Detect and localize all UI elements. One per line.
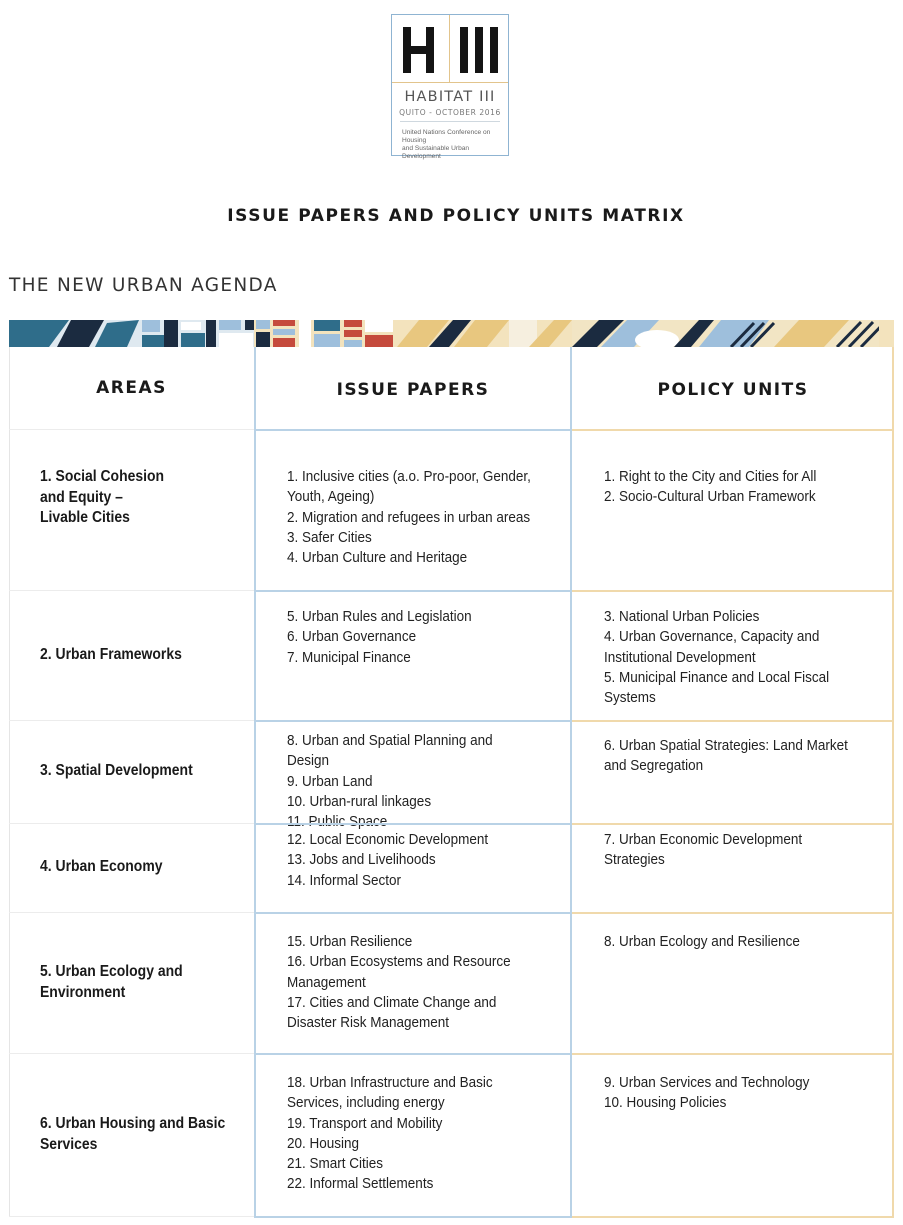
issue-paper-item: 3. Safer Cities — [287, 528, 372, 546]
policy-units-list — [604, 1073, 851, 1114]
policy-unit-item: 3. National Urban Policies — [604, 608, 760, 625]
map-pattern-graphic — [9, 320, 894, 347]
issue-paper-item: 16. Urban Ecosystems and Resource Management — [287, 953, 511, 991]
table-row — [9, 590, 894, 720]
policy-unit-item: 1. Right to the City and Cities for All — [604, 468, 817, 485]
issue-paper-item: 8. Urban and Spatial Planning and Design — [287, 732, 493, 770]
area-name: 6. Urban Housing and Basic Services — [40, 1115, 226, 1153]
issue-paper-item: 2. Migration and refugees in urban areas — [287, 508, 531, 526]
issue-paper-item: 9. Urban Land — [287, 772, 373, 790]
table-row — [9, 720, 894, 831]
logo-conference-line-1: United Nations Conference on Housing — [402, 129, 491, 144]
issue-paper-item: 10. Urban-rural linkages — [287, 792, 432, 810]
policy-unit-item: 9. Urban Services and Technology — [604, 1074, 810, 1091]
issue-paper-item: 12. Local Economic Development — [287, 831, 489, 848]
table-row — [9, 1053, 894, 1216]
issue-paper-item: 5. Urban Rules and Legislation — [287, 608, 472, 625]
issue-paper-item: 7. Municipal Finance — [287, 648, 411, 666]
header-policy-units: POLICY UNITS — [657, 380, 809, 400]
document-title: ISSUE PAPERS AND POLICY UNITS MATRIX — [227, 206, 685, 226]
issue-paper-item: 19. Transport and Mobility — [287, 1114, 443, 1132]
issue-paper-item: 6. Urban Governance — [287, 628, 417, 646]
issue-papers-policy-units-matrix — [9, 347, 894, 1216]
issue-papers-list — [287, 1073, 531, 1195]
policy-units-list — [604, 467, 851, 508]
logo-conference-text — [402, 129, 502, 161]
issue-paper-item: 1. Inclusive cities (a.o. Pro-poor, Gender, Youth, Ageing) — [287, 468, 531, 506]
issue-paper-item: 11. Public Space — [287, 813, 388, 831]
area-name: 4. Urban Economy — [40, 858, 163, 876]
policy-units-list — [604, 932, 851, 952]
policy-unit-item: 8. Urban Ecology and Resilience — [604, 933, 800, 950]
issue-papers-list — [287, 731, 531, 832]
issue-papers-list — [287, 467, 531, 568]
policy-unit-item: 2. Socio-Cultural Urban Framework — [604, 488, 816, 506]
map-pattern-banner — [9, 320, 894, 347]
issue-papers-list — [287, 607, 531, 668]
habitat-iii-logo — [391, 14, 509, 160]
policy-units-list — [604, 830, 851, 871]
policy-units-list — [604, 607, 851, 708]
issue-papers-list — [287, 932, 531, 1033]
area-name: 2. Urban Frameworks — [40, 645, 182, 663]
policy-unit-item: 10. Housing Policies — [604, 1094, 727, 1112]
issue-paper-item: 17. Cities and Climate Change and Disaster Risk Management — [287, 993, 497, 1032]
h-iii-logo-mark — [392, 15, 510, 83]
logo-subtitle: QUITO - OCTOBER 2016 — [399, 108, 501, 117]
issue-paper-item: 14. Informal Sector — [287, 871, 402, 889]
table-row — [9, 823, 894, 912]
area-name: 3. Spatial Development — [40, 762, 193, 780]
policy-unit-item: 7. Urban Economic Development Strategies — [604, 831, 803, 869]
policy-unit-item: 4. Urban Governance, Capacity and Institutional Development — [604, 628, 820, 666]
area-name: 5. Urban Ecology and Environment — [40, 963, 183, 1001]
policy-units-list — [604, 736, 851, 777]
issue-paper-item: 18. Urban Infrastructure and Basic Services, including energy — [287, 1074, 493, 1112]
policy-unit-item: 6. Urban Spatial Strategies: Land Market and Segregation — [604, 737, 848, 775]
issue-paper-item: 21. Smart Cities — [287, 1155, 384, 1173]
area-name: 1. Social Cohesion and Equity – Livable Cities — [40, 468, 165, 526]
table-header-row — [9, 347, 894, 429]
issue-paper-item: 13. Jobs and Livelihoods — [287, 851, 436, 869]
logo-name: HABITAT III — [404, 89, 496, 105]
header-issue-papers: ISSUE PAPERS — [336, 380, 490, 400]
issue-paper-item: 15. Urban Resilience — [287, 933, 413, 950]
table-row — [9, 429, 894, 590]
issue-paper-item: 4. Urban Culture and Heritage — [287, 549, 468, 567]
issue-paper-item: 20. Housing — [287, 1134, 360, 1152]
section-title: THE NEW URBAN AGENDA — [9, 275, 278, 296]
table-row — [9, 912, 894, 1053]
header-areas: AREAS — [96, 378, 167, 398]
issue-paper-item: 22. Informal Settlements — [287, 1175, 434, 1193]
logo-conference-line-2: and Sustainable Urban Development — [402, 145, 470, 160]
policy-unit-item: 5. Municipal Finance and Local Fiscal Systems — [604, 668, 830, 707]
issue-papers-list — [287, 830, 531, 891]
